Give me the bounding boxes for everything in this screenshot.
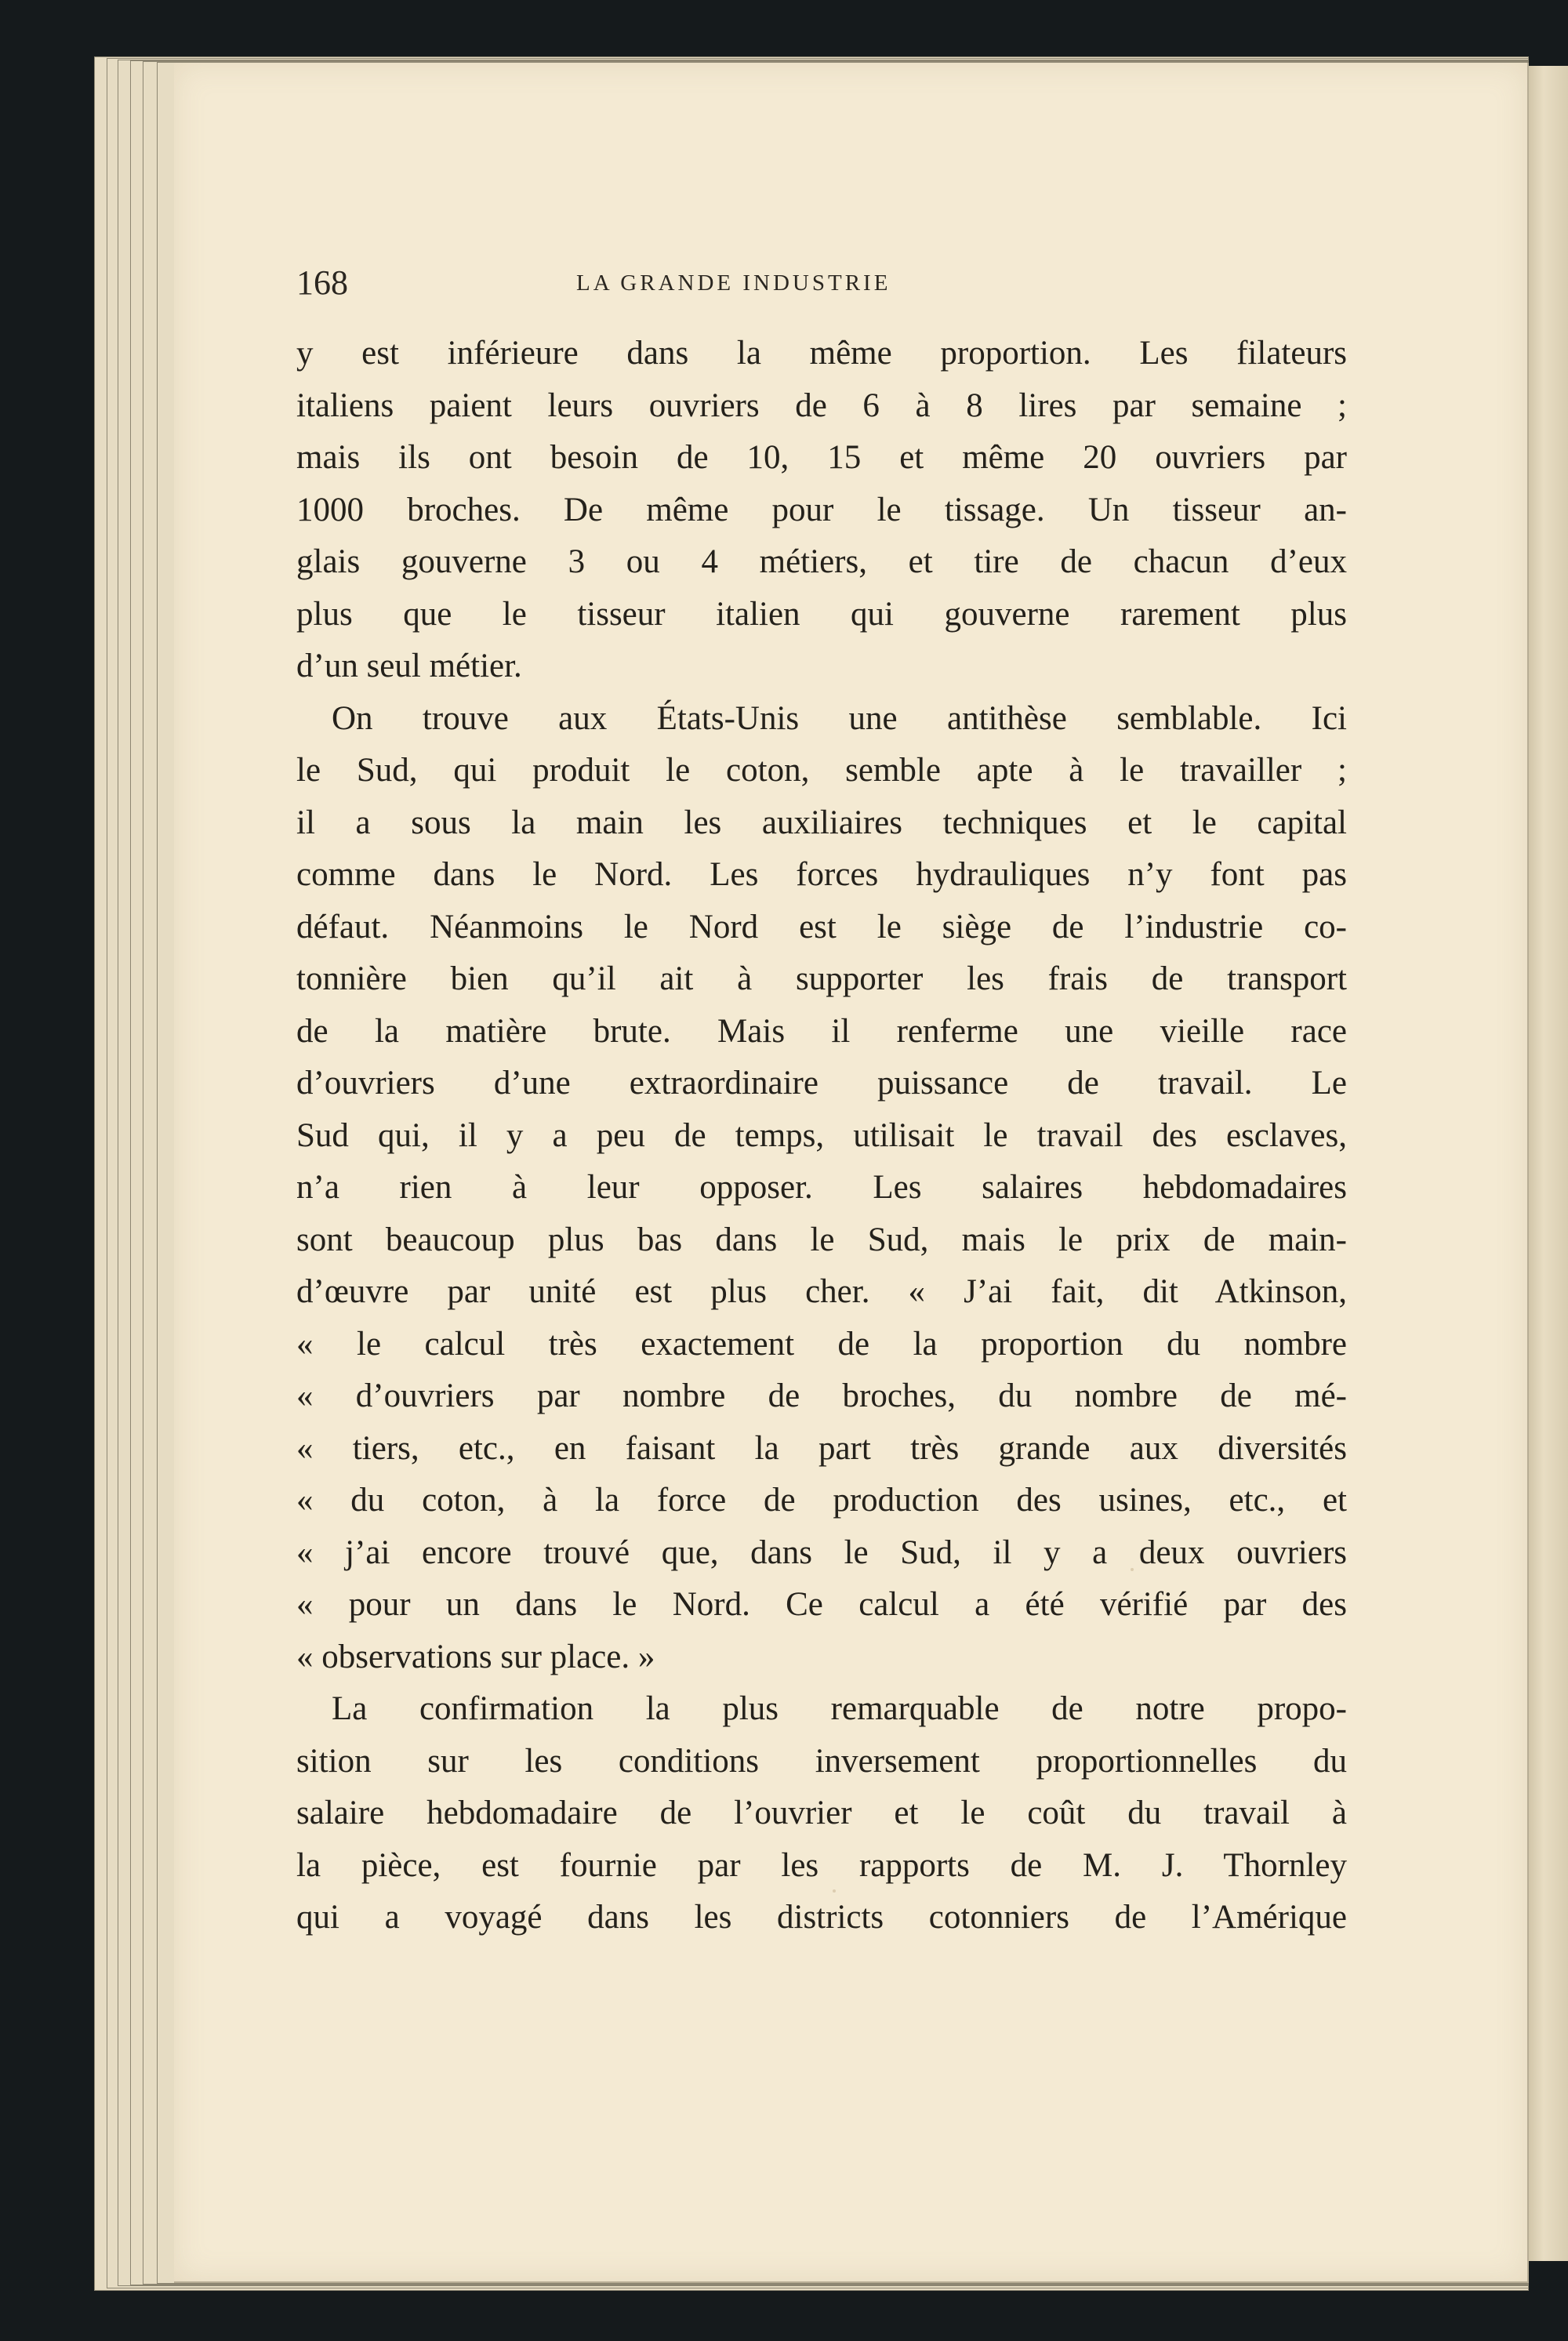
facing-page-edge [1527, 66, 1568, 2261]
text-line: Sud qui, il y a peu de temps, utilisait le travail des esclaves, [296, 1116, 1347, 1154]
text-line: « j’ai encore trouvé que, dans le Sud, il y a deux ouvriers [296, 1533, 1347, 1571]
text-line: d’un seul métier. [296, 648, 522, 684]
text-line: le Sud, qui produit le coton, semble apte à le travailler ; [296, 752, 1347, 789]
text-line: d’ouvriers d’une extraordinaire puissance de travail. Le [296, 1065, 1347, 1102]
text-line: « tiers, etc., en faisant la part très grande aux diversités [296, 1429, 1347, 1467]
text-line: y est inférieure dans la même proportion. Les filateurs [296, 335, 1347, 372]
text-line: de la matière brute. Mais il renferme une vieille race [296, 1012, 1347, 1050]
body-text [296, 328, 1347, 1944]
text-line: plus que le tisseur italien qui gouverne rarement plus [296, 595, 1347, 633]
text-line: « du coton, à la force de production des usines, etc., et [296, 1482, 1347, 1519]
text-line: On trouve aux États-Unis une antithèse semblable. Ici [332, 699, 1347, 737]
running-head [0, 263, 1568, 318]
text-line: tonnière bien qu’il ait à supporter les frais de transport [296, 960, 1347, 997]
text-line: mais ils ont besoin de 10, 15 et même 20 ouvriers par [296, 439, 1347, 476]
text-line: salaire hebdomadaire de l’ouvrier et le coût du travail à [296, 1795, 1347, 1831]
text-line: italiens paient leurs ouvriers de 6 à 8 lires par semaine ; [296, 387, 1347, 424]
text-line: d’œuvre par unité est plus cher. « J’ai fait, dit Atkinson, [296, 1273, 1347, 1310]
text-line: La confirmation la plus remarquable de notre propo- [332, 1690, 1347, 1727]
text-line: « observations sur place. » [296, 1638, 655, 1675]
text-line: sition sur les conditions inversement proportionnelles du [296, 1742, 1347, 1780]
text-line: défaut. Néanmoins le Nord est le siège de l’industrie co- [296, 908, 1347, 945]
page-number: 168 [296, 263, 348, 302]
text-line: il a sous la main les auxiliaires techniques et le capital [296, 804, 1347, 841]
text-line: sont beaucoup plus bas dans le Sud, mais le prix de main- [296, 1221, 1347, 1258]
running-title: LA GRANDE INDUSTRIE [576, 270, 891, 296]
text-line: 1000 broches. De même pour le tissage. Un tisseur an- [296, 491, 1347, 528]
text-line: « d’ouvriers par nombre de broches, du nombre de mé- [296, 1377, 1347, 1414]
text-line: qui a voyagé dans les districts cotonniers de l’Amérique [296, 1899, 1347, 1936]
text-line: « le calcul très exactement de la proportion du nombre [296, 1325, 1347, 1363]
text-line: comme dans le Nord. Les forces hydrauliques n’y font pas [296, 856, 1347, 893]
text-line: glais gouverne 3 ou 4 métiers, et tire de chacun d’eux [296, 543, 1347, 580]
text-line: n’a rien à leur opposer. Les salaires hebdomadaires [296, 1169, 1347, 1206]
text-line: la pièce, est fournie par les rapports de M. J. Thornley [296, 1846, 1347, 1884]
text-line: « pour un dans le Nord. Ce calcul a été vérifié par des [296, 1586, 1347, 1623]
